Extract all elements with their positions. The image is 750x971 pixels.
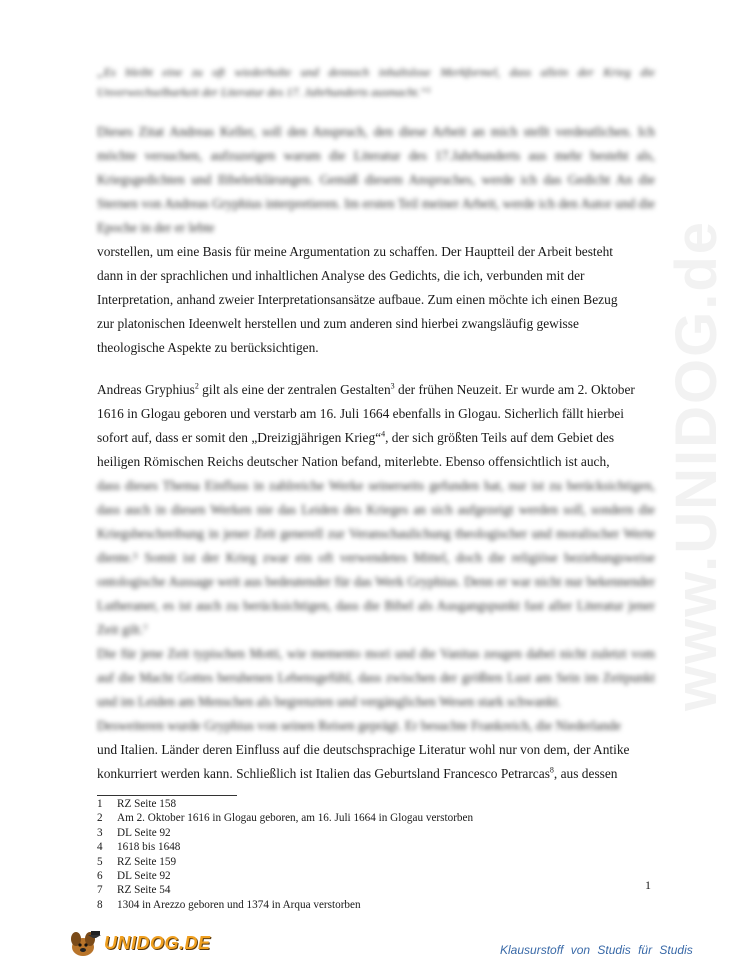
footnote-number: 6 — [97, 870, 103, 883]
intro-line-3: Interpretation, anhand zweier Interpretationsansätze aufbaue. Zum einen möchte ich einen Bezug — [97, 292, 618, 307]
watermark-text: www.UNIDOG.de — [664, 219, 730, 711]
footnote-text: 1618 bis 1648 — [117, 841, 181, 854]
text-run: der frühen Neuzeit. Er wurde am 2. Oktober — [394, 382, 635, 397]
intro-line-1: vorstellen, um eine Basis für meine Argumentation zu schaffen. Der Hauptteil der Arbeit besteht — [97, 244, 614, 259]
footnote-text: RZ Seite 159 — [117, 855, 177, 868]
blurred-quote: „Es bleibt eine zu oft wiederholte und dennoch inhaltslose Merkformel, dass allein der Krieg die Unverwechselbarkeit der Literatur des 17. Jahrhunderts ausmacht.“¹ — [97, 65, 655, 99]
footnote-number: 1 — [97, 798, 103, 810]
intro-line-5: theologische Aspekte zu berücksichtigen. — [97, 340, 319, 355]
footnote-text: RZ Seite 158 — [117, 798, 177, 810]
footnote-number: 3 — [97, 826, 103, 839]
blurred-war-paragraph: dass dieses Thema Einfluss in zahlreiche Werke seinerseits gefunden hat, nur ist zu berücksichtigen, dass auch in diesen Werken nie das Leiden des Krieges an sich aufgezeigt werden soll, sondern die Kriegsbeschreibung in jener Zeit generell zur Veranschaulichung theologischer und moralischer Werte diente.⁵ Somit ist der Krieg zwar ein oft verwendetes Mittel, doch die religiöse beziehungsweise ontologische Aussage weit aus bedeutender für das Werk Gryphius. Denn er war nicht nur bekennender Lutheraner, es ist auch zu berücksichtigen, dass die Bibel als Ausgangspunkt fast aller Literatur jener Zeit gilt.⁷ — [97, 478, 655, 637]
blurred-motti-paragraph: Die für jene Zeit typischen Motti, wie memento mori und die Vanitas zeugen dabei nicht zuletzt vom auf die Macht Gottes beruhenen Lebensgefühl, dass zwischen der größten Lust am Sein im Zeitpunkt und im Leiden am Menschen als begrenzten und vergänglichen Wesen stark schwankt. — [97, 646, 655, 709]
blurred-travel-line: Desweiteren wurde Gryphius von seinen Reisen geprägt. Er besuchte Frankreich, die Niederlande — [97, 718, 621, 733]
footnote — [97, 883, 657, 897]
footnote-number: 5 — [97, 855, 103, 868]
footnote — [97, 869, 657, 883]
intro-line-2: dann in der sprachlichen und inhaltlichen Analyse des Gedichts, die ich, verbunden mit der — [97, 268, 585, 283]
footnote — [97, 797, 657, 811]
footnote-ref: 2 — [194, 381, 199, 391]
gryphius-line-1 — [97, 378, 655, 402]
footnote-text: RZ Seite 54 — [117, 884, 171, 897]
gryphius-line-4: heiligen Römischen Reichs deutscher Nation befand, miterlebte. Ebenso offensichtlich ist auch, — [97, 454, 610, 469]
dog-icon — [66, 928, 102, 958]
paragraph-gryphius — [97, 378, 655, 786]
text-run: , der sich größten Teils auf dem Gebiet des — [385, 430, 615, 445]
text-run: konkurriert werden kann. Schließlich ist Italien das Geburtsland Francesco Petrarcas — [97, 766, 550, 781]
watermark — [642, 219, 750, 711]
footnotes — [97, 797, 657, 912]
footnote-ref: 3 — [390, 381, 395, 391]
paragraph-intro — [97, 120, 655, 360]
unidog-logo[interactable] — [66, 928, 211, 958]
travel-line-2 — [97, 762, 655, 786]
footnote-number: 2 — [97, 812, 103, 825]
text-run: sofort auf, dass er somit den „Dreizigjährigen Krieg“ — [97, 430, 382, 445]
footnote — [97, 840, 657, 854]
travel-line-1: und Italien. Länder deren Einfluss auf die deutschsprachige Literatur wohl nur von dem, der Antike — [97, 742, 630, 757]
gryphius-line-3 — [97, 426, 655, 450]
logo-text: UNIDOG.DE — [104, 932, 211, 953]
text-run: gilt als eine der zentralen Gestalten — [198, 382, 391, 397]
footnote-number: 7 — [97, 884, 103, 897]
footnote-text: DL Seite 92 — [117, 826, 171, 839]
footnote — [97, 811, 657, 825]
footer-tagline: Klausurstoff von Studis für Studis — [500, 943, 693, 957]
intro-line-4: zur platonischen Ideenwelt herstellen und zum anderen sind hierbei zwangsläufig gewisse — [97, 316, 579, 331]
text-run: , aus dessen — [553, 766, 618, 781]
page-number: 1 — [645, 878, 651, 892]
text-run: Andreas Gryphius — [97, 382, 195, 397]
footnote-number: 8 — [97, 898, 103, 911]
footnote-text: DL Seite 92 — [117, 870, 171, 883]
footnote-ref: 4 — [381, 429, 386, 439]
footnote — [97, 855, 657, 869]
footnote-ref: 8 — [549, 765, 554, 775]
footnote-text: Am 2. Oktober 1616 in Glogau geboren, am 16. Juli 1664 in Glogau verstorben — [117, 812, 474, 825]
footnote-divider — [97, 795, 237, 796]
blurred-intro-text: Dieses Zitat Andreas Keller, soll den Anspruch, den diese Arbeit an mich stellt verdeutlichen. Ich möchte versuchen, aufzuzeigen warum die Literatur des 17.Jahrhunderts aus mehr besteht als, Kriegsgedichten und Ilibelerklärungen. Gemäß diesem Anspruches, werde ich das Gedicht An die Sternen von Andreas Gryphius interpretieren. Im ersten Teil meiner Arbeit, werde ich den Autor und die Epoche in der er lebte — [97, 124, 655, 235]
footnote — [97, 898, 657, 912]
footnote — [97, 826, 657, 840]
footnote-text: 1304 in Arezzo geboren und 1374 in Arqua verstorben — [117, 898, 361, 911]
gryphius-line-2: 1616 in Glogau geboren und verstarb am 16. Juli 1664 ebenfalls in Glogau. Sicherlich fällt hierbei — [97, 406, 624, 421]
footnote-number: 4 — [97, 841, 103, 854]
